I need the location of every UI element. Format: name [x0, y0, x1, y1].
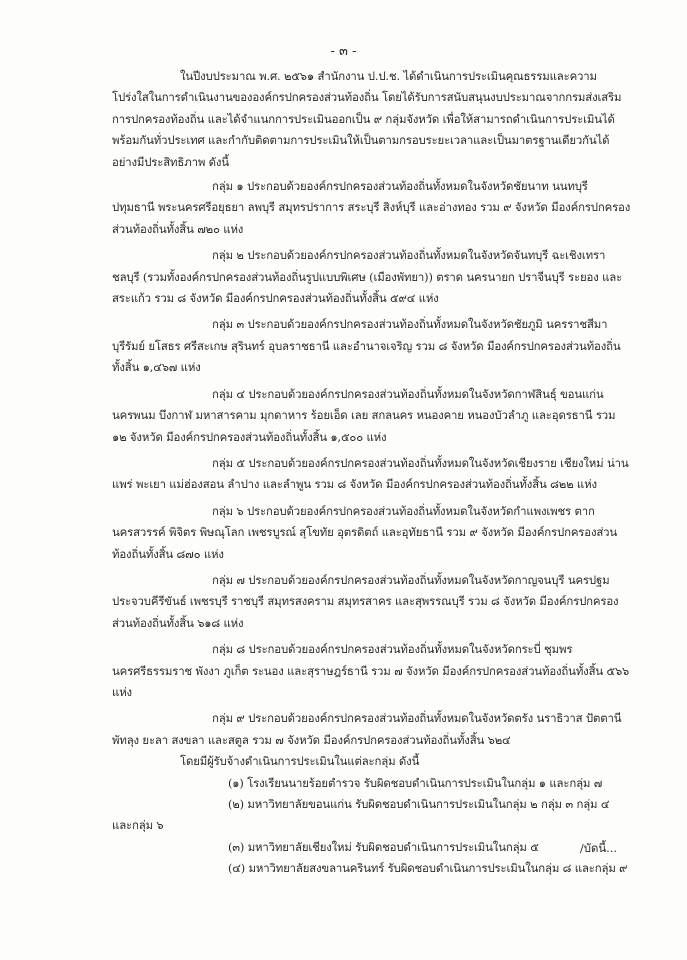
assignment-item: (๑) โรงเรียนนายร้อยตำรวจ รับผิดชอบดำเนินการประเมินในกลุ่ม ๑ และกลุ่ม ๗: [228, 775, 603, 790]
group-paragraph: กลุ่ม ๗ ประกอบด้วยองค์กรปกครองส่วนท้องถิ่นทั้งหมดในจังหวัดกาญจนบุรี นครปฐม ประจวบคีรีขันธ์ เพชรบุรี ราชบุรี สมุทรสงคราม สมุทรสาคร และสุพรรณบุรี รวม ๘ จังหวัด มีองค์กรปกครองส่วนท้องถิ่นทั้งสิ้น ๖๑๘ แห่ง: [112, 572, 619, 630]
assignment-item: (๓) มหาวิทยาลัยเชียงใหม่ รับผิดชอบดำเนินการประเมินในกลุ่ม ๕: [228, 839, 539, 854]
group-paragraph: กลุ่ม ๕ ประกอบด้วยองค์กรปกครองส่วนท้องถิ่นทั้งหมดในจังหวัดเชียงราย เชียงใหม่ น่าน แพร่ พะเยา แม่ฮ่องสอน ลำปาง และลำพูน รวม ๘ จังหวัด มีองค์กรปกครองส่วนท้องถิ่นทั้งสิ้น ๘๒๒ แห่ง: [112, 455, 629, 492]
page-number: - ๓ -: [330, 44, 357, 59]
group-paragraph: กลุ่ม ๓ ประกอบด้วยองค์กรปกครองส่วนท้องถิ่นทั้งหมดในจังหวัดชัยภูมิ นครราชสีมา บุรีรัมย์ ยโสธร ศรีสะเกษ สุรินทร์ อุบลราชธานี และอำนาจเจริญ รวม ๘ จังหวัด มีองค์กรปกครองส่วนท้องถิ่นทั้งสิ้น ๑,๔๖๗ แห่ง: [112, 317, 621, 375]
document-body: [112, 66, 632, 880]
intro-paragraph: ในปีงบประมาณ พ.ศ. ๒๕๖๑ สำนักงาน ป.ป.ช. ได้ดำเนินการประเมินคุณธรรมและความโปร่งใสในการดำเนินงานขององค์กรปกครองส่วนท้องถิ่น โดยได้รับการสนับสนุนงบประมาณจากกรมส่งเสริมการปกครองท้องถิ่น และได้จำแนกการประเมินออกเป็น ๙ กลุ่มจังหวัด เพื่อให้สามารถดำเนินการประเมินได้พร้อมกันทั่วประเทศ และกำกับติดตามการประเมินให้เป็นตามกรอบระยะเวลาและเป็นมาตรฐานเดียวกันได้อย่างมีประสิทธิภาพ ดังนี้: [112, 69, 622, 169]
assignment-item: (๔) มหาวิทยาลัยสงขลานครินทร์ รับผิดชอบดำเนินการประเมินในกลุ่ม ๘ และกลุ่ม ๙: [228, 861, 628, 876]
group-paragraph: กลุ่ม ๒ ประกอบด้วยองค์กรปกครองส่วนท้องถิ่นทั้งหมดในจังหวัดจันทบุรี ฉะเชิงเทรา ชลบุรี (รวมทั้งองค์กรปกครองส่วนท้องถิ่นรูปแบบพิเศษ (เมืองพัทยา)) ตราด นครนายก ปราจีนบุรี ระยอง และสระแก้ว รวม ๘ จังหวัด มีองค์กรปกครองส่วนท้องถิ่นทั้งสิ้น ๕๙๔ แห่ง: [112, 248, 623, 306]
group-paragraph: กลุ่ม ๘ ประกอบด้วยองค์กรปกครองส่วนท้องถิ่นทั้งหมดในจังหวัดกระบี่ ชุมพร นครศรีธรรมราช พังงา ภูเก็ต ระนอง และสุราษฎร์ธานี รวม ๗ จังหวัด มีองค์กรปกครองส่วนท้องถิ่นทั้งสิ้น ๕๖๖ แห่ง: [112, 642, 630, 699]
group-paragraph: กลุ่ม ๔ ประกอบด้วยองค์กรปกครองส่วนท้องถิ่นทั้งหมดในจังหวัดกาฬสินธุ์ ขอนแก่น นครพนม บึงกาฬ มหาสารคาม มุกดาหาร ร้อยเอ็ด เลย สกลนคร หนองคาย หนองบัวลำภู และอุดรธานี รวม ๑๒ จังหวัด มีองค์กรปกครองส่วนท้องถิ่นทั้งสิ้น ๑,๕๐๐ แห่ง: [112, 386, 616, 444]
assignment-intro: โดยมีผู้รับจ้างดำเนินการประเมินในแต่ละกลุ่ม ดังนี้: [180, 754, 420, 769]
group-paragraph: กลุ่ม ๙ ประกอบด้วยองค์กรปกครองส่วนท้องถิ่นทั้งหมดในจังหวัดตรัง นราธิวาส ปัตตานี พัทลุง ยะลา สงขลา และสตูล รวม ๗ จังหวัด มีองค์กรปกครองส่วนท้องถิ่นทั้งสิ้น ๖๒๔: [112, 711, 622, 747]
continuation-marker: /บัดนี้...: [579, 841, 617, 855]
assignment-item: (๒) มหาวิทยาลัยขอนแก่น รับผิดชอบดำเนินการประเมินในกลุ่ม ๒ กลุ่ม ๓ กลุ่ม ๔ และกลุ่ม ๖: [112, 797, 610, 833]
group-paragraph: กลุ่ม ๑ ประกอบด้วยองค์กรปกครองส่วนท้องถิ่นทั้งหมดในจังหวัดชัยนาท นนทบุรี ปทุมธานี พระนครศรีอยุธยา ลพบุรี สมุทรปราการ สระบุรี สิงห์บุรี และอ่างทอง รวม ๙ จังหวัด มีองค์กรปกครองส่วนท้องถิ่นทั้งสิ้น ๗๒๐ แห่ง: [112, 179, 631, 236]
group-paragraph: กลุ่ม ๖ ประกอบด้วยองค์กรปกครองส่วนท้องถิ่นทั้งหมดในจังหวัดกำแพงเพชร ตาก นครสวรรค์ พิจิตร พิษณุโลก เพชรบูรณ์ สุโขทัย อุตรดิตถ์ และอุทัยธานี รวม ๙ จังหวัด มีองค์กรปกครองส่วนท้องถิ่นทั้งสิ้น ๘๗๐ แห่ง: [112, 503, 618, 561]
